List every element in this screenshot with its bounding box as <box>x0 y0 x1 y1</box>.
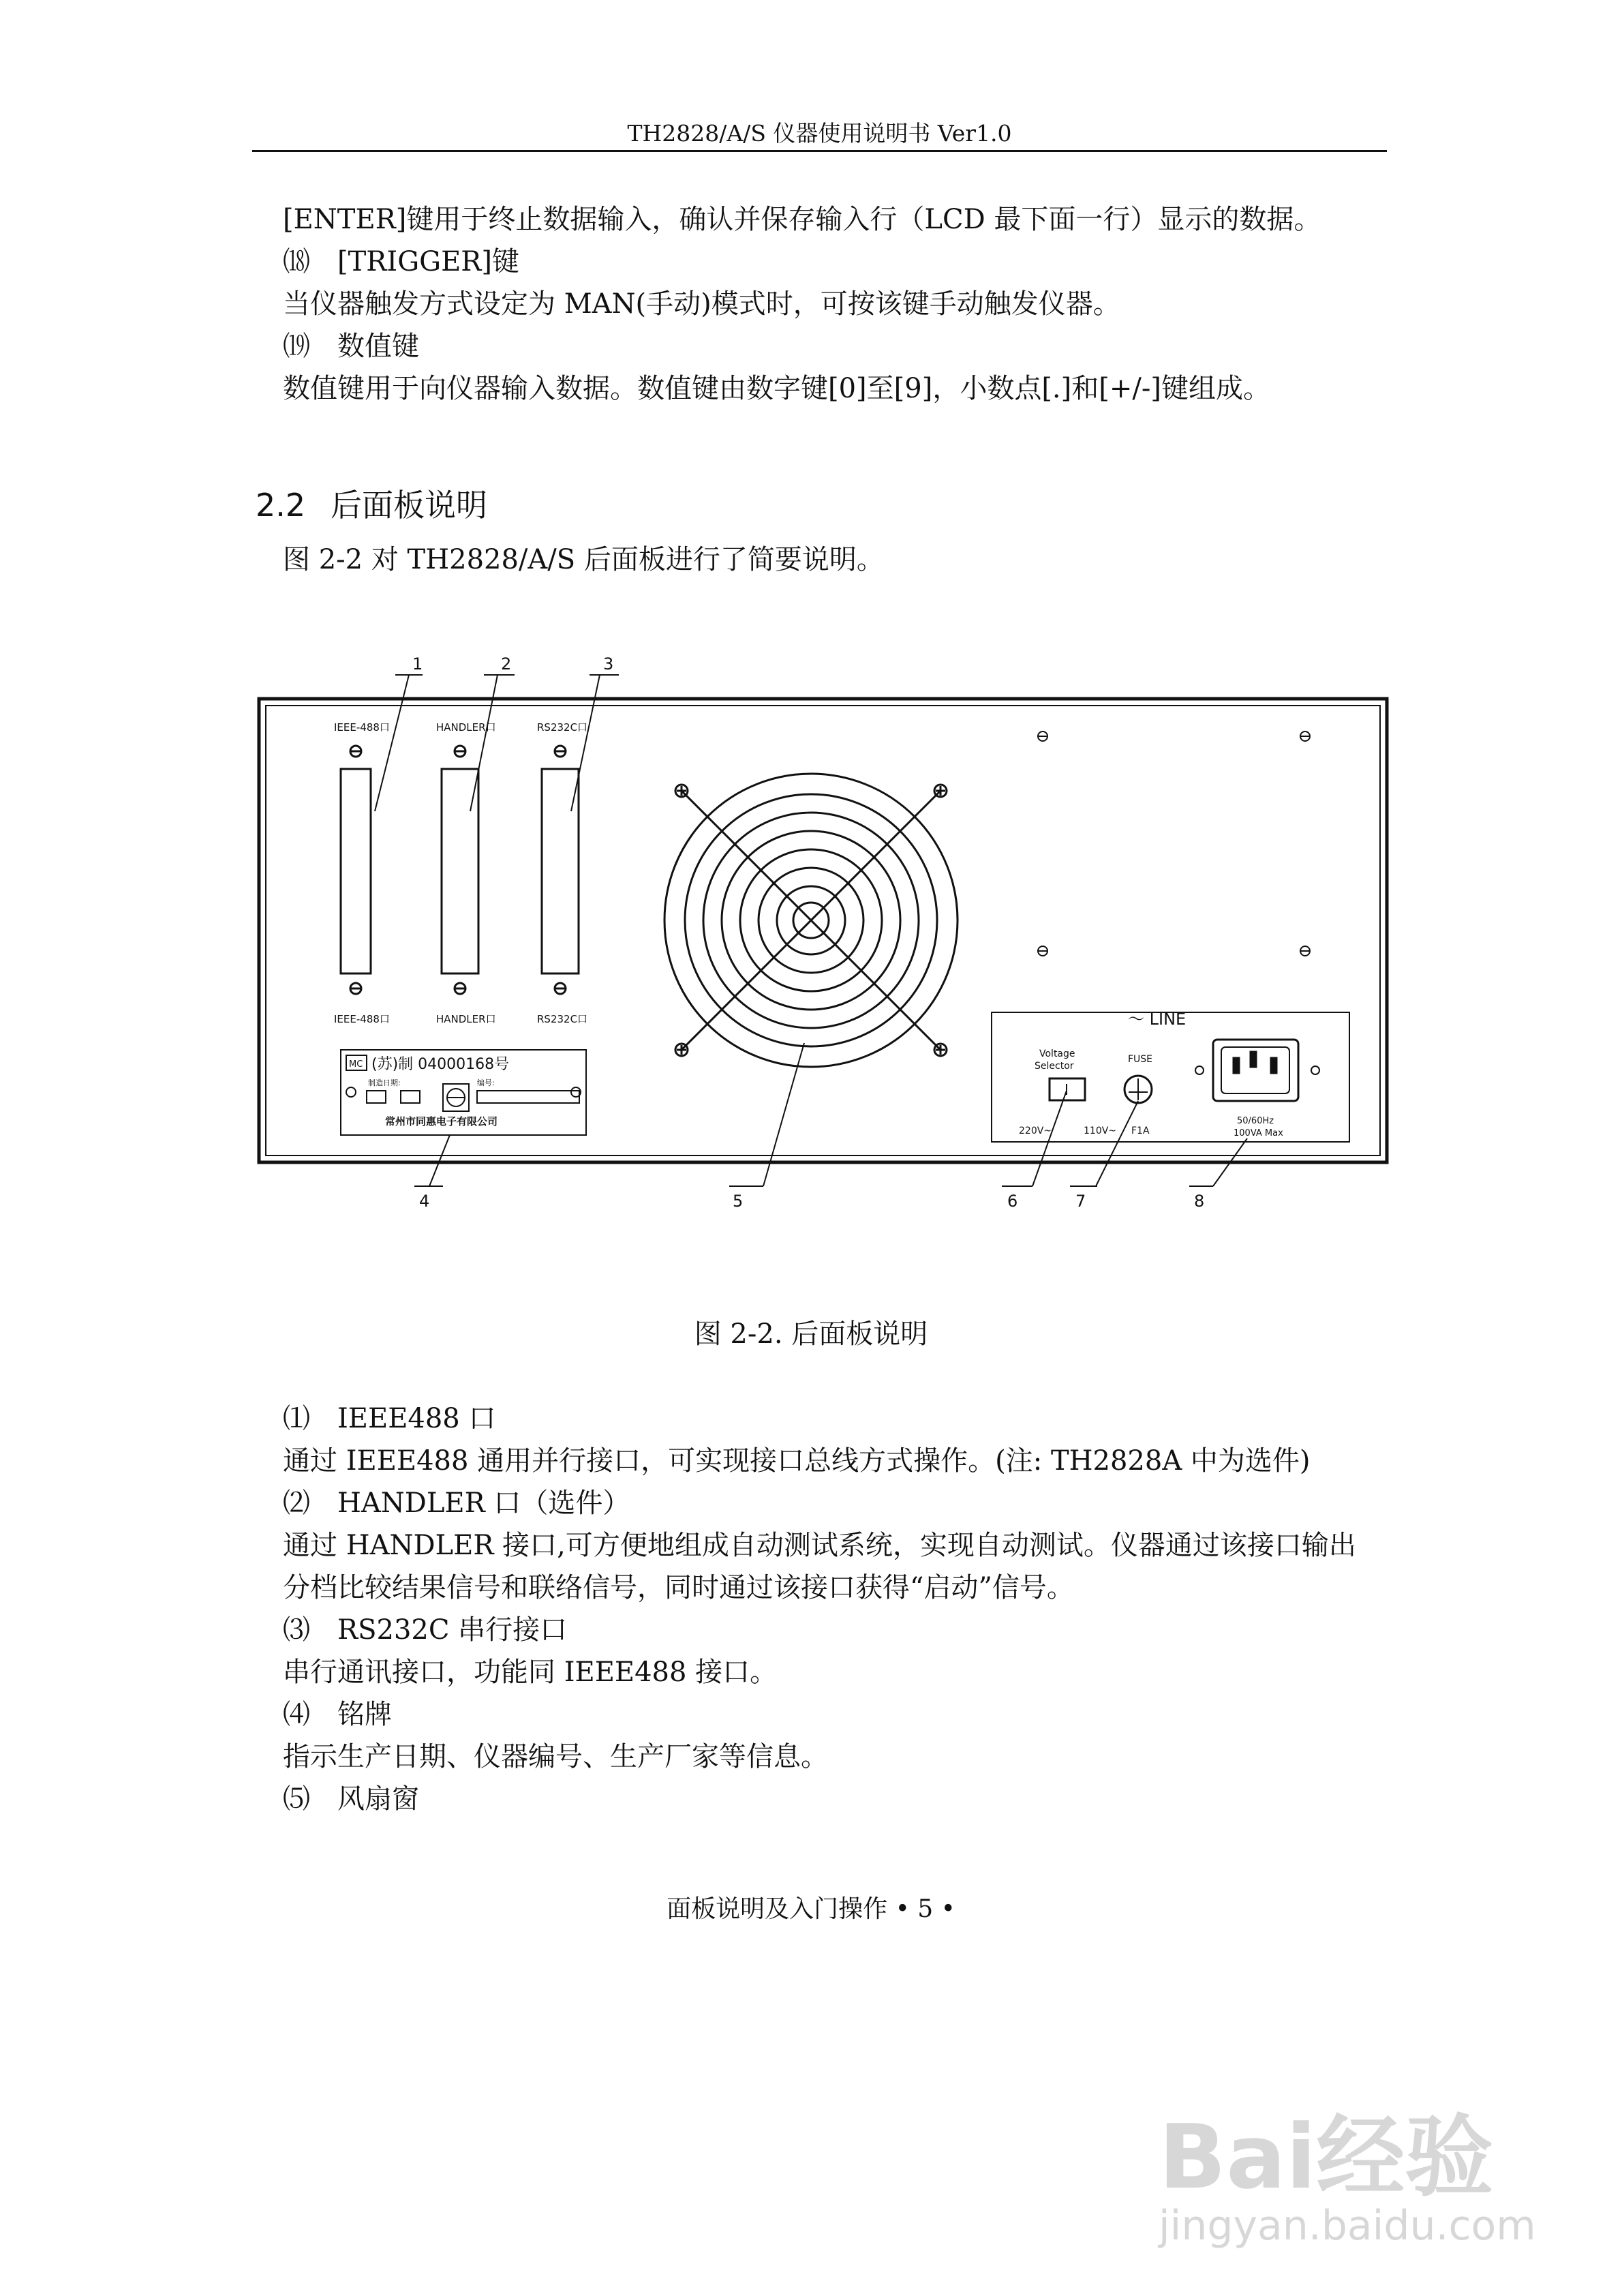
section-title: 后面板说明 <box>331 487 487 524</box>
section-heading <box>256 481 487 526</box>
figure-caption: 图 2-2. 后面板说明 <box>694 1318 928 1350</box>
mounting-screws <box>1038 731 1310 956</box>
port-label-rs232-bottom: RS232C口 <box>537 1013 588 1025</box>
voltage-option-220: 220V~ <box>1019 1126 1052 1136</box>
port-label-handler-top: HANDLER口 <box>436 721 496 734</box>
paragraph-numeric-keys: 数值键用于向仪器输入数据。数值键由数字键[0]至[9]，小数点[.]和[+/-]键组成。 <box>283 373 1270 404</box>
panel-outline <box>259 699 1387 1162</box>
item-4-heading: ⑷ 铭牌 <box>283 1699 392 1730</box>
paragraph-handler-1: 通过 HANDLER 接口,可方便地组成自动测试系统，实现自动测试。仪器通过该接口输出 <box>283 1530 1356 1561</box>
item-2-heading: ⑵ HANDLER 口（选件） <box>283 1487 630 1519</box>
paragraph-ieee488: 通过 IEEE488 通用并行接口，可实现接口总线方式操作。(注: TH2828A 中为选件) <box>283 1445 1311 1477</box>
paragraph-enter-key: [ENTER]键用于终止数据输入，确认并保存输入行（LCD 最下面一行）显示的数据。 <box>283 204 1321 235</box>
voltage-label-1: Voltage <box>1039 1048 1075 1059</box>
paragraph-handler-2: 分档比较结果信号和联络信号，同时通过该接口获得“启动”信号。 <box>283 1572 1074 1603</box>
callout-7: 7 <box>1075 1192 1086 1211</box>
nameplate-date-label: 制造日期: <box>368 1078 401 1087</box>
section-number: 2.2 <box>256 487 306 524</box>
item-1-heading: ⑴ IEEE488 口 <box>283 1403 496 1434</box>
paragraph-trigger: 当仪器触发方式设定为 MAN(手动)模式时，可按该键手动触发仪器。 <box>283 288 1120 320</box>
callout-4: 4 <box>419 1192 430 1211</box>
power-block <box>992 1010 1349 1142</box>
nameplate <box>341 1050 586 1135</box>
watermark-brand: Bai经验 <box>1159 2105 1494 2209</box>
nameplate-license: (苏)制 04000168号 <box>371 1056 510 1073</box>
callout-5: 5 <box>733 1192 744 1211</box>
callout-2: 2 <box>501 654 512 674</box>
section-intro: 图 2-2 对 TH2828/A/S 后面板进行了简要说明。 <box>283 544 884 575</box>
ieee488-port <box>341 746 371 994</box>
page-footer: 面板说明及入门操作 • 5 • <box>667 1895 955 1923</box>
nameplate-maker: 常州市同惠电子有限公司 <box>385 1115 498 1128</box>
callout-3: 3 <box>603 654 614 674</box>
power-inlet-icon <box>1213 1040 1298 1101</box>
item-5-heading: ⑸ 风扇窗 <box>283 1783 419 1815</box>
nameplate-logo: MC <box>349 1059 363 1070</box>
nameplate-serial-label: 编号: <box>477 1078 495 1087</box>
page-header: TH2828/A/S 仪器使用说明书 Ver1.0 <box>627 120 1012 147</box>
item-18-heading: ⒅ [TRIGGER]键 <box>283 246 520 277</box>
paragraph-rs232c: 串行通讯接口，功能同 IEEE488 接口。 <box>283 1657 778 1688</box>
fan-window <box>664 774 958 1067</box>
port-label-handler-bottom: HANDLER口 <box>436 1013 496 1025</box>
voltage-label-2: Selector <box>1035 1061 1074 1072</box>
fuse-label: FUSE <box>1128 1054 1153 1065</box>
handler-port <box>442 746 478 994</box>
fuse-rating: F1A <box>1131 1126 1150 1136</box>
paragraph-nameplate: 指示生产日期、仪器编号、生产厂家等信息。 <box>283 1741 828 1772</box>
port-label-ieee-top: IEEE-488口 <box>334 721 390 734</box>
callout-1: 1 <box>412 654 423 674</box>
header-rule <box>252 150 1387 152</box>
rear-panel-diagram <box>245 641 1404 1213</box>
callout-8: 8 <box>1194 1192 1205 1211</box>
port-label-rs232-top: RS232C口 <box>537 721 588 734</box>
callout-6: 6 <box>1007 1192 1018 1211</box>
line-label: ～ LINE <box>1128 1010 1187 1029</box>
voltage-option-110: 110V~ <box>1084 1126 1117 1136</box>
power-rating-freq: 50/60Hz <box>1237 1116 1274 1126</box>
power-rating-va: 100VA Max <box>1234 1128 1283 1138</box>
watermark-url: jingyan.baidu.com <box>1159 2202 1536 2250</box>
rs232c-port <box>542 746 579 994</box>
port-label-ieee-bottom: IEEE-488口 <box>334 1013 390 1025</box>
item-19-heading: ⒆ 数值键 <box>283 331 419 362</box>
item-3-heading: ⑶ RS232C 串行接口 <box>283 1614 568 1646</box>
